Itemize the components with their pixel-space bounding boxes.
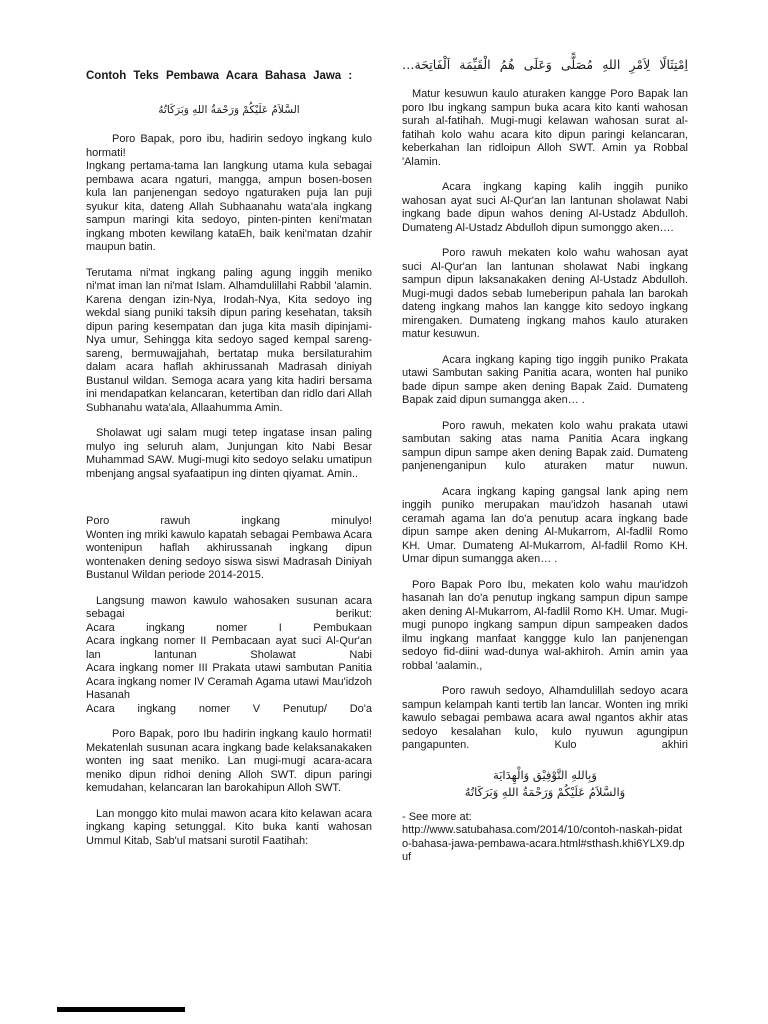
- see-more-url: http://www.satubahasa.com/2014/10/contoh-naskah-pidato-bahasa-jawa-pembawa-acara.html#sthash.khi6YLX9.dpuf: [402, 824, 685, 863]
- left-para-minulyo: Poro rawuh ingkang minulyo!: [86, 515, 372, 527]
- document-content: [86, 56, 688, 865]
- left-para-hormati: Poro Bapak, poro Ibu hadirin ingkang kaulo hormati!: [112, 728, 372, 740]
- arabic-closing-block: [402, 767, 688, 801]
- right-para-matur-kesuwun: Matur kesuwun kaulo aturaken kangge Poro Bapak lan poro Ibu ingkang sampun buka acara kito kanti wahosan surah al-fatihah. Mugi-mugi kelawan wahosan surat al-fatihah kolo wahu acara kito dipun paringi kelancaran, keberkahan lan ridloipun Alloh SWT. Amin ya Robbal 'Alamin.: [402, 88, 688, 168]
- agenda-item-1: Acara ingkang nomer I Pembukaan: [86, 621, 372, 634]
- see-more-label: - See more at:: [402, 810, 472, 823]
- arabic-taufiq-line: وَبِاللهِ التَّوْفِيْق وَالْهِدَايَة: [493, 767, 597, 782]
- arabic-wassalam-line: وَالسَّلاَمُ عَلَيْكُمْ وَرَحْمَةُ اللهِ وَبَرَكَاتُهُ: [464, 784, 626, 799]
- right-para-acara-gangsal: Acara ingkang kaping gangsal lank aping nem inggih puniko merupakan mau'idzoh hasanah utawi ceramah agama lan do'a penutup acara ingkang bade dipun sampe aken dening Al-Mukarrom, Al-fadlil Romo KH. Umar. Dumateng Al-Mukarrom, Al-fadlil Romo KH. Umar dipun sumangga aken… .: [402, 485, 688, 565]
- left-column: [86, 56, 372, 865]
- right-para-acara-kalih: Acara ingkang kaping kalih inggih puniko wahosan ayat suci Al-Qur'an lan lantunan sholawat Nabi ingkang bade dipun wahos dening Al-Ustadz Abdulloh. Dumateng Al-Ustadz Abdulloh dipun sumonggo aken….: [402, 181, 688, 234]
- left-para-pembawa-acara: Wonten ing mriki kawulo kapatah sebagai Pembawa Acara wontenipun haflah akhirussanah ingkang dipun wontenaken dening sedoyo siswa siswi Madrasah Diniyah Bustanul Wildan periode 2014-2015.: [86, 528, 372, 581]
- agenda-item-2: Acara ingkang nomer II Pembacaan ayat suci Al-Qur'an lan lantunan Sholawat Nabi: [86, 635, 372, 661]
- right-para-prakata-selesai: Poro rawuh, mekaten kolo wahu prakata utawi sambutan saking atas nama Panitia Acara ingkang sampun dipun sampe aken dening Bapak zaid. Dumateng panjenenganipun kulo aturaken matur nuwun.: [402, 419, 688, 472]
- see-more-block: [402, 811, 688, 865]
- right-para-penutup: Poro rawuh sedoyo, Alhamdulillah sedoyo acara sampun kelampah kanti tertib lan lancar. Wonten ing mriki kawulo sebagai pembawa acara awal ngantos akhir atas sedoyo kesalahan kulo, kulo nyuwun agungipun pangapunten. Kulo akhiri: [402, 685, 688, 751]
- arabic-continuation-line: اِمْتِثَالًا لِاَمْرِ اللهِ مُصَلًّى وَعَلَى هُمُ الْقَيِّمَة اَلْفَاتِحَة…: [402, 57, 688, 72]
- left-para-nikmat: Terutama ni'mat ingkang paling agung inggih meniko ni'mat iman lan ni'mat Islam. Alhamdulillahi Rabbil 'alamin. Karena dengan izin-Nya, Irodah-Nya, Kita sedoyo ing wekdal siang puniki taksih dipun paring kesehatan, taksih dipun paring kesempatan dan juga kita masih dipinjami-Nya umur, Sehingga kita sedoyo saged kempal sareng-sareng, bermuwajjahah, bertatap muka bersilaturahim dalam acara haflah akhirussanah Madrasah diniyah Bustanul wildan. Semoga acara yang kita hadiri bersama ini mendapatkan kelancaran, ketertiban dan ridlo dari Allah Subhanahu wata'ala, Allaahumma Amin.: [86, 266, 372, 414]
- agenda-item-5: Acara ingkang nomer V Penutup/ Do'a: [86, 702, 372, 715]
- document-title: Contoh Teks Pembawa Acara Bahasa Jawa :: [86, 70, 353, 82]
- right-para-wahosan-selesai: Poro rawuh mekaten kolo wahu wahosan ayat suci Al-Qur'an lan lantunan sholawat Nabi ingkang sampun dipun laksanakaken dening Al-Ustadz Abdulloh. Mugi-mugi dados sebab lumeberipun pahala lan barokah dateng ingkang mahos lan kangge kito sedoyo ingkang mirengaken. Dumateng ingkang mahos kaulo aturaken matur kesuwun.: [402, 247, 688, 340]
- agenda-item-3: Acara ingkang nomer III Prakata utawi sambutan Panitia: [86, 662, 372, 674]
- right-para-acara-tigo: Acara ingkang kaping tigo inggih puniko Prakata utawi Sambutan saking Panitia acara, wonten hal puniko bade dipun sampe aken dening Bapak Zaid. Dumateng Bapak zaid dipun sumangga aken… .: [402, 353, 688, 406]
- left-para-susunan-intro: Langsung mawon kawulo wahosaken susunan acara sebagai berikut:: [86, 594, 372, 620]
- right-column: [402, 56, 688, 865]
- right-para-mauidzoh-selesai: Poro Bapak Poro Ibu, mekaten kolo wahu mau'idzoh hasanah lan do'a penutup ingkang sampun dipun sampe aken dening Al-Mukarrom, Al-fadlil Romo KH. Umar. Mugi-mugi punopo ingkang sampun dipun sampeaken dados ilmu ingkang manfaat kanggge kulo lan panjenengan sedoyo fid-diini wad-dunya wal-akhiroh. Amin amin yaa robbal 'aalamin.,: [402, 578, 688, 672]
- arabic-greeting-line: السَّلاَمُ عَلَيْكُمْ وَرَحْمَةُ اللهِ وَبَرَكَاتُهُ: [158, 103, 300, 116]
- left-para-opening: Ingkang pertama-tama lan langkung utama kula sebagai pembawa acara ngaturi, mangga, ampun bosen-bosen kula lan panjenengan sedoyo ngaturaken puja lan puji syukur kita, dateng Allah Subhaanahu wata'ala ingkang sampun maringi kita sedoyo, pinten-pinten keni'matan ingkang mboten kewilang kataEh, baik keni'matan dzahir maupun batin.: [86, 160, 372, 253]
- agenda-item-4: Acara ingkang nomer IV Ceramah Agama utawi Mau'idzoh Hasanah: [86, 675, 372, 701]
- left-para-fatihah-invite: Lan monggo kito mulai mawon acara kito kelawan acara ingkang kaping setunggal. Kito buka kanti wahosan Ummul Kitab, Sab'ul matsani surotil Faatihah:: [86, 807, 372, 847]
- left-para-sholawat: Sholawat ugi salam mugi tetep ingatase insan paling mulyo ing seluruh alam, Junjungan kito Nabi Besar Muhammad SAW. Mugi-mugi kito sedoyo selaku umatipun mbenjang angsal syafaatipun ing dinten qiyamat. Amin..: [86, 427, 372, 480]
- left-para-salutation: Poro Bapak, poro ibu, hadirin sedoyo ingkang kulo hormati!: [86, 133, 372, 159]
- agenda-list: [86, 622, 372, 717]
- scan-artifact-bar: [57, 1007, 185, 1012]
- left-para-mekatenlah: Mekatenlah susunan acara ingkang bade kelaksanakaken wonten ing saat meniko. Lan mugi-mugi acara-acara meniko dipun ridhoi dening Alloh SWT. dipun paringi kemudahan, kelancaran lan barokahipun Alloh SWT.: [86, 741, 372, 794]
